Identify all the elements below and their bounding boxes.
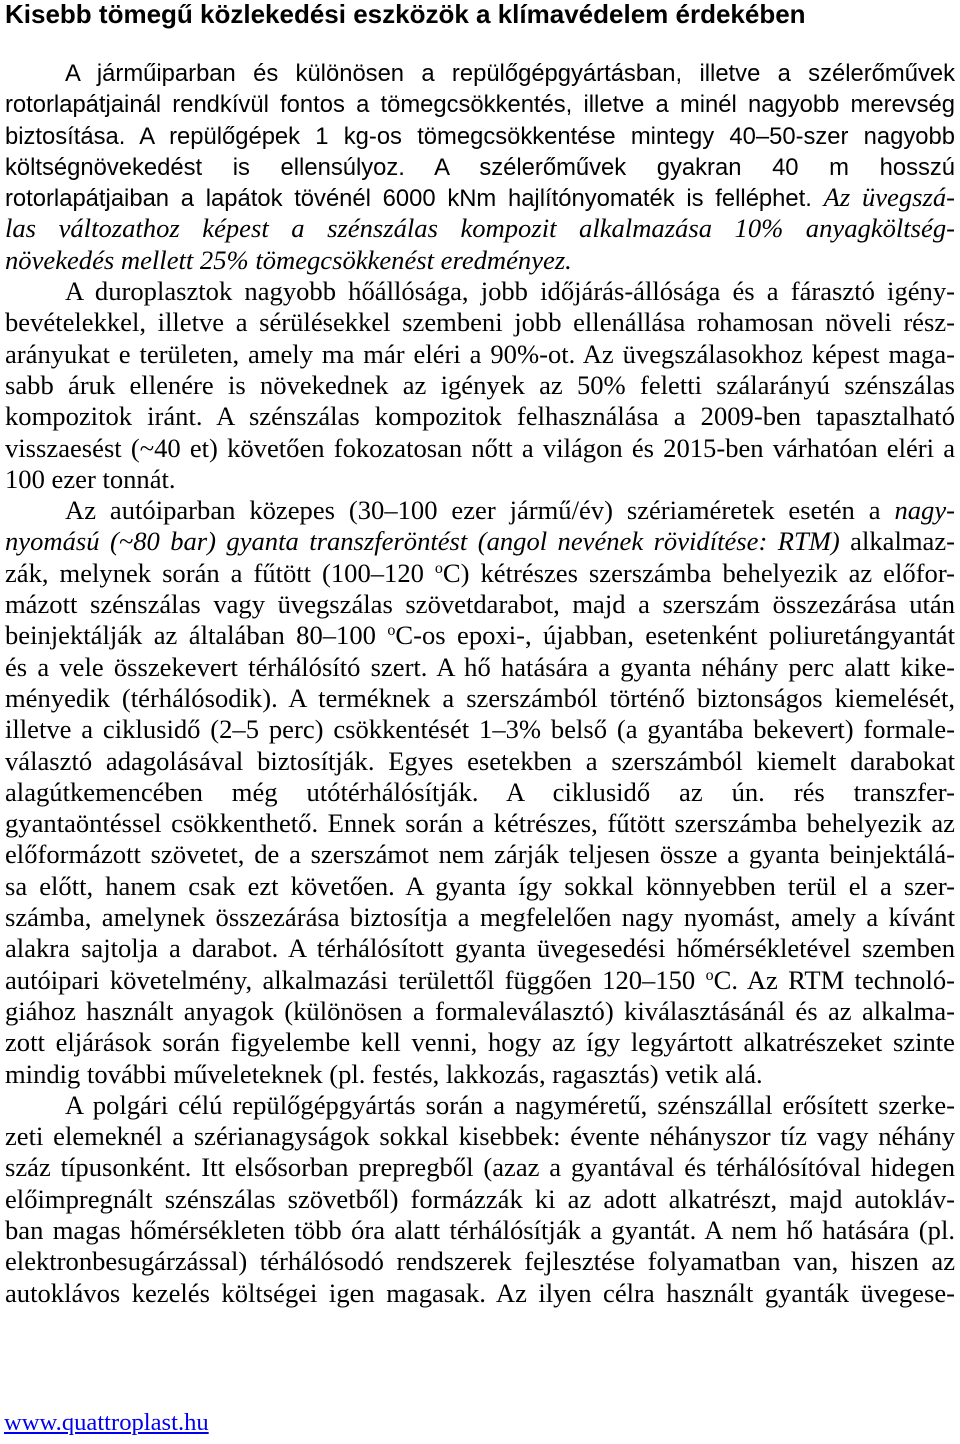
text-line bbox=[5, 1215, 955, 1246]
italic-text: nyomású (~80 bar) gyanta transzferöntést (angol nevének rövidítése: RTM) bbox=[5, 526, 840, 557]
text-run: alakra sajtolja a darabot. A térhálósított gyanta üvegesedési hőmérsékletével szemben bbox=[5, 933, 955, 964]
text-run: biztosítása. A repülőgépek 1 kg-os tömegcsökkentése mintegy 40–50-szer nagyobb bbox=[5, 122, 955, 150]
degree-superscript: o bbox=[434, 559, 443, 577]
text-line bbox=[5, 933, 955, 964]
text-line bbox=[5, 245, 955, 276]
text-line bbox=[5, 902, 955, 933]
text-run: bevételekkel, illetve a sérülésekkel szembeni jobb ellenállása rohamosan növeli rész- bbox=[5, 307, 955, 338]
text-line bbox=[5, 996, 955, 1027]
text-line bbox=[5, 777, 955, 808]
text-run: zeti elemeknél a szérianagyságok sokkal kisebbek: évente néhányszor tíz vagy néhány bbox=[5, 1121, 955, 1152]
text-run: alkalmaz- bbox=[839, 526, 956, 557]
text-line bbox=[5, 464, 955, 495]
text-run: elektronbesugárzással) térhálósodó rendszerek fejlesztése folyamatban van, hiszen az bbox=[5, 1246, 955, 1277]
text-line bbox=[5, 1152, 955, 1183]
text-line bbox=[5, 714, 955, 745]
text-line bbox=[5, 57, 955, 88]
text-run: C) kétrészes szerszámba behelyezik az előfor- bbox=[442, 557, 955, 588]
text-run: számba, amelynek összezárása biztosítja a megfelelően nagy nyomást, amely a kívánt bbox=[5, 902, 955, 933]
text-line bbox=[5, 1059, 955, 1090]
paragraph-3 bbox=[5, 495, 955, 1090]
text-line bbox=[5, 370, 955, 401]
text-line bbox=[5, 495, 955, 526]
text-run: sabb áruk ellenére is növekednek az igények az 50% feletti szálarányú szénszálas bbox=[5, 369, 955, 400]
paragraph-4 bbox=[5, 1090, 955, 1309]
text-run: és a vele összekevert térhálósító szert. A hő hatására a gyanta néhány perc alatt kike- bbox=[5, 651, 955, 682]
italic-text: las változathoz képest a szénszálas kompozit alkalmazása 10% anyagköltség- bbox=[5, 213, 955, 244]
text-run: rotorlapátjaiban a lapátok tövénél 6000 kNm hajlítónyomaték is felléphet. bbox=[5, 185, 824, 213]
text-run: sa előtt, hanem csak ezt követően. A gyanta így sokkal könnyebben terül el a szer- bbox=[5, 870, 955, 901]
text-run: választó adagolásával biztosítják. Egyes esetekben a szerszámból kiemelt darabokat bbox=[5, 745, 955, 776]
text-run: A duroplasztok nagyobb hőállósága, jobb időjárás-állósága és a fárasztó igény- bbox=[65, 276, 955, 307]
text-line bbox=[5, 589, 955, 620]
text-run: giához használt anyagok (különösen a formaleválasztó) kiválasztásánál és az alkalma- bbox=[5, 995, 955, 1026]
text-line bbox=[5, 558, 955, 589]
text-run: előformázott szövetet, de a szerszámot nem zárják teljesen össze a gyanta beinjektálá- bbox=[5, 839, 955, 870]
text-run: rotorlapátjainál rendkívül fontos a tömegcsökkentés, illetve a minél nagyobb merevség bbox=[5, 91, 955, 119]
text-line bbox=[5, 307, 955, 338]
page-title: Kisebb tömegű közlekedési eszközök a klímavédelem érdekében bbox=[5, 0, 806, 29]
text-line bbox=[5, 151, 955, 182]
text-run: autoklávos kezelés költségei igen magasak. Az ilyen célra használt gyanták üvegese- bbox=[5, 1277, 955, 1308]
text-run: autóipari követelmény, alkalmazási területtől függően 120–150 bbox=[5, 964, 706, 995]
text-line bbox=[5, 965, 955, 996]
text-run: A polgári célú repülőgépgyártás során a nagyméretű, szénszállal erősített szerke- bbox=[65, 1089, 955, 1120]
text-line bbox=[5, 808, 955, 839]
text-line bbox=[5, 1246, 955, 1277]
text-line bbox=[5, 120, 955, 151]
degree-superscript: o bbox=[705, 966, 714, 984]
text-line bbox=[5, 871, 955, 902]
text-run: beinjektálják az általában 80–100 bbox=[5, 620, 388, 651]
degree-superscript: o bbox=[387, 622, 396, 640]
text-run: gyantaöntéssel csökkenthető. Ennek során a kétrészes, fűtött szerszámba behelyezik az bbox=[5, 808, 955, 839]
text-run: zák, melynek során a fűtött (100–120 bbox=[5, 557, 435, 588]
text-line bbox=[5, 526, 955, 557]
text-line bbox=[5, 1184, 955, 1215]
text-line bbox=[5, 1121, 955, 1152]
text-run: mindig további műveleteknek (pl. festés, lakkozás, ragasztás) vetik alá. bbox=[5, 1058, 763, 1089]
text-run: mázott szénszálas vagy üvegszálas szövetdarabot, majd a szerszám összezárása után bbox=[5, 589, 955, 620]
text-line bbox=[5, 182, 955, 213]
text-run: száz típusonként. Itt elsősorban prepregből (azaz a gyantával és térhálósítóval hidegen bbox=[5, 1152, 955, 1183]
italic-text: Az üvegszá- bbox=[823, 182, 956, 213]
text-run: visszaesést (~40 et) követően fokozatosan nőtt a világon és 2015-ben várhatóan eléri a bbox=[5, 432, 955, 463]
text-line bbox=[5, 683, 955, 714]
text-run: C. Az RTM technoló- bbox=[713, 964, 955, 995]
text-run: ban magas hőmérsékleten több óra alatt térhálósítják a gyantát. A nem hő hatására (pl. bbox=[5, 1214, 955, 1245]
text-run: C-os epoxi-, újabban, esetenként poliuretángyantát bbox=[395, 620, 955, 651]
italic-text: nagy- bbox=[894, 495, 955, 526]
text-run: kompozitok iránt. A szénszálas kompozitok felhasználása a 2009-ben tapasztalható bbox=[5, 401, 955, 432]
text-line bbox=[5, 213, 955, 244]
text-line bbox=[5, 88, 955, 119]
text-run: költségnövekedést is ellensúlyoz. A szélerőművek gyakran 40 m hosszú bbox=[5, 153, 955, 181]
text-line bbox=[5, 433, 955, 464]
text-line bbox=[5, 1278, 955, 1309]
italic-text: növekedés mellett 25% tömegcsökkenést eredményez. bbox=[5, 244, 572, 275]
text-run: ményedik (térhálósodik). A terméknek a szerszámból történő biztonságos kiemelését, bbox=[5, 682, 955, 713]
text-line bbox=[5, 339, 955, 370]
text-run: 100 ezer tonnát. bbox=[5, 463, 176, 494]
text-run: arányukat e területen, amely ma már eléri a 90%-ot. Az üvegszálasokhoz képest maga- bbox=[5, 338, 955, 369]
text-line bbox=[5, 1027, 955, 1058]
text-line bbox=[5, 620, 955, 651]
text-line bbox=[5, 401, 955, 432]
text-line bbox=[5, 746, 955, 777]
text-line bbox=[5, 839, 955, 870]
text-run: zott eljárások során figyelembe kell venni, hogy az így legyártott alkatrészeket szinte bbox=[5, 1027, 955, 1058]
text-line bbox=[5, 1090, 955, 1121]
text-run: A járműiparban és különösen a repülőgépgyártásban, illetve a szélerőművek bbox=[65, 60, 955, 87]
document-body bbox=[5, 57, 955, 1309]
paragraph-1 bbox=[5, 57, 955, 276]
text-run: alagútkemencében még utótérhálósítják. A ciklusidő az ún. rés transzfer- bbox=[5, 776, 955, 807]
website-link[interactable]: www.quattroplast.hu bbox=[4, 1409, 209, 1436]
text-line bbox=[5, 276, 955, 307]
text-run: illetve a ciklusidő (2–5 perc) csökkentését 1–3% belső (a gyantába bekevert) formale- bbox=[5, 714, 955, 745]
text-run: Az autóiparban közepes (30–100 ezer jármű/év) szériaméretek esetén a bbox=[65, 495, 895, 526]
text-line bbox=[5, 652, 955, 683]
paragraph-2 bbox=[5, 276, 955, 495]
text-run: előimpregnált szénszálas szövetből) formázzák ki az adott alkatrészt, majd autokláv- bbox=[5, 1183, 955, 1214]
